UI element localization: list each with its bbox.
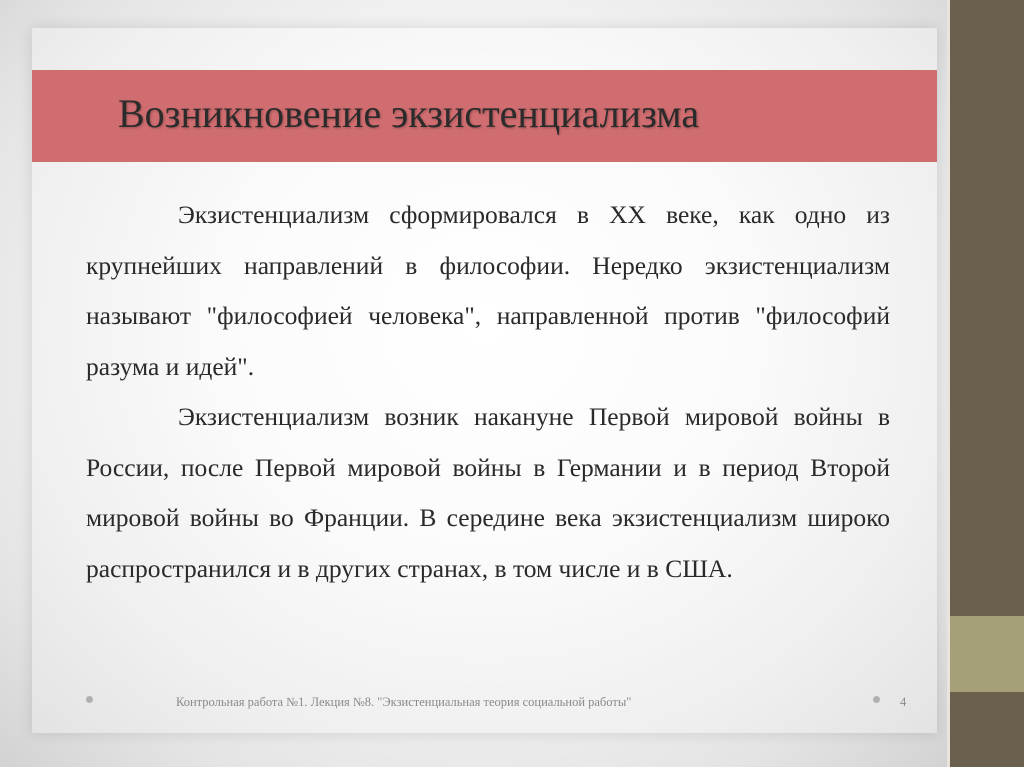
paragraph-1: Экзистенциализм сформировался в XX веке, как одно из крупнейших направлений в философии. Нередко экзистенциализм называют "философией человека", направленной против "философий разума и идей". [86, 200, 890, 381]
side-strip-top [950, 0, 1024, 616]
footer-bullet-right-icon [873, 696, 880, 703]
slide-footer: Контрольная работа №1. Лекция №8. "Экзистенциальная теория социальной работы" [176, 695, 632, 709]
side-strip-accent [950, 616, 1024, 692]
page-number: 4 [900, 695, 907, 709]
footer-bullet-left-icon [86, 696, 93, 703]
side-strip-bottom [950, 692, 1024, 767]
paragraph-2: Экзистенциализм возник накануне Первой мировой войны в России, после Первой мировой войны в Германии и в период Второй мировой войны во Франции. В середине века экзистенциализм широко распространился и в других странах, в том числе и в США. [86, 402, 890, 583]
slide-body [86, 190, 890, 594]
slide-title: Возникновение экзистенциализма [118, 91, 700, 136]
